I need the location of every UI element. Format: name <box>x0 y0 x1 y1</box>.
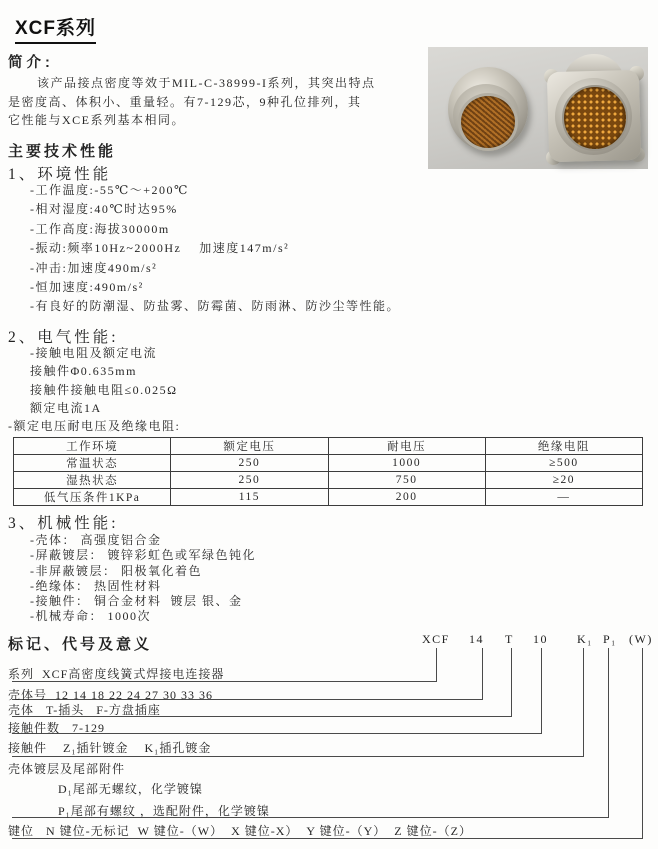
table-cell: ≥20 <box>485 472 642 489</box>
section-heading-performance: 主要技术性能 <box>8 143 117 160</box>
intro-heading: 简介: <box>8 55 54 71</box>
list-item: 接触件接触电阻≤0.025Ω <box>30 382 178 397</box>
column-header: 耐电压 <box>328 438 485 455</box>
voltage-ratings-table <box>13 437 643 506</box>
table-cell: 200 <box>328 489 485 506</box>
column-header: 工作环境 <box>14 438 171 455</box>
intro-paragraph <box>8 74 438 130</box>
table-cell: ≥500 <box>485 455 642 472</box>
table-cell: 低气压条件1KPa <box>14 489 171 506</box>
marking-row-keying: 键位 N 键位-无标记 W 键位-（W） X 键位-X） Y 键位-（Y） Z 键位-（Z） <box>8 824 472 838</box>
code-part-shell-type: T <box>505 632 514 646</box>
code-part-tail: P₁ <box>603 632 617 646</box>
marking-row-shell-size: 壳体号 12 14 18 22 24 27 30 33 36 <box>8 688 214 702</box>
list-item: 额定电流1A <box>30 401 102 416</box>
list-item: -恒加速度:490m/s² <box>30 280 144 295</box>
list-item: -屏蔽镀层： 镀锌彩虹色或军绿色钝化 <box>30 548 256 563</box>
marking-row-series: 系列 XCF高密度线簧式焊接电连接器 <box>8 667 225 681</box>
code-part-keying: (W) <box>629 632 653 646</box>
list-item: 接触件Φ0.635mm <box>30 364 137 379</box>
diagram-line <box>436 648 437 681</box>
marking-row-shell-type: 壳体 T-插头 F-方盘插座 <box>8 703 161 717</box>
diagram-line <box>511 648 512 716</box>
list-item: -非屏蔽镀层： 阳极氧化着色 <box>30 563 202 578</box>
list-item: -振动:频率10Hz~2000Hz 加速度147m/s² <box>30 241 290 256</box>
receptacle-pin-face <box>562 85 628 151</box>
diagram-line <box>583 648 584 756</box>
section-heading-mechanical: 3、机械性能: <box>8 515 119 532</box>
diagram-line <box>642 648 643 838</box>
list-item: -绝缘体： 热固性材料 <box>30 578 162 593</box>
list-item: -工作高度:海拔30000m <box>30 221 170 236</box>
list-item: -冲击:加速度490m/s² <box>30 260 158 275</box>
table-row <box>14 472 643 489</box>
code-part-series: XCF <box>422 632 450 646</box>
marking-row-contact-type: 接触件 Z₁插针镀金 K₁插孔镀金 <box>8 741 212 755</box>
column-header: 绝缘电阻 <box>485 438 642 455</box>
marking-row-plating-tail: 壳体镀层及尾部附件 <box>8 762 126 776</box>
receptacle-connector-image <box>542 53 646 165</box>
code-part-contact-type: K₁ <box>577 632 593 646</box>
diagram-line <box>541 648 542 733</box>
plug-connector-image <box>448 67 528 151</box>
list-item: -有良好的防潮湿、防盐雾、防霉菌、防雨淋、防沙尘等性能。 <box>30 299 400 314</box>
code-part-shell-size: 14 <box>469 632 484 646</box>
table-intro: -额定电压耐电压及绝缘电阻: <box>8 419 181 433</box>
list-item: -工作温度:-55℃～+200℃ <box>30 183 189 197</box>
table-cell: 湿热状态 <box>14 472 171 489</box>
plug-pin-face <box>458 93 518 151</box>
table-row <box>14 455 643 472</box>
table-cell: 250 <box>171 455 328 472</box>
marking-row-contact-count: 接触件数 7-129 <box>8 721 105 735</box>
intro-line: 是密度高、体积小、重量轻。有7-129芯，9种孔位排列，其 <box>8 94 362 109</box>
code-part-contact-count: 10 <box>533 632 548 646</box>
table-cell: — <box>485 489 642 506</box>
table-cell: 1000 <box>328 455 485 472</box>
marking-row-tail-d1: D₁尾部无螺纹，化学镀镍 <box>58 782 203 796</box>
table-cell: 250 <box>171 472 328 489</box>
mechanical-list <box>30 533 256 625</box>
page-title: XCF系列 <box>15 13 96 44</box>
environment-list <box>30 181 400 317</box>
product-photo <box>428 47 648 169</box>
list-item: -壳体： 高强度铝合金 <box>30 533 162 547</box>
electrical-list <box>30 344 178 418</box>
table-cell: 常温状态 <box>14 455 171 472</box>
marking-row-tail-p1: P₁尾部有螺纹 ，选配附件，化学镀镍 <box>58 804 270 818</box>
section-heading-marking: 标记、代号及意义 <box>8 636 153 653</box>
intro-line: 该产品接点密度等效于MIL-C-38999-I系列，其突出特点 <box>37 76 376 90</box>
section-heading-environment: 1、环境性能 <box>8 166 112 183</box>
table-row <box>14 489 643 506</box>
table-cell: 115 <box>171 489 328 506</box>
diagram-line <box>12 756 584 757</box>
column-header: 额定电压 <box>171 438 328 455</box>
list-item: -机械寿命： 1000次 <box>30 609 151 624</box>
table-cell: 750 <box>328 472 485 489</box>
section-heading-electrical: 2、电气性能: <box>8 329 119 346</box>
list-item: -接触电阻及额定电流 <box>30 346 157 360</box>
table-header-row <box>14 438 643 455</box>
list-item: -接触件： 铜合金材料 镀层 银、金 <box>30 594 243 609</box>
diagram-line <box>608 648 609 817</box>
list-item: -相对湿度:40℃时达95% <box>30 202 178 217</box>
diagram-line <box>482 648 483 699</box>
intro-line: 它性能与XCE系列基本相同。 <box>8 113 186 128</box>
